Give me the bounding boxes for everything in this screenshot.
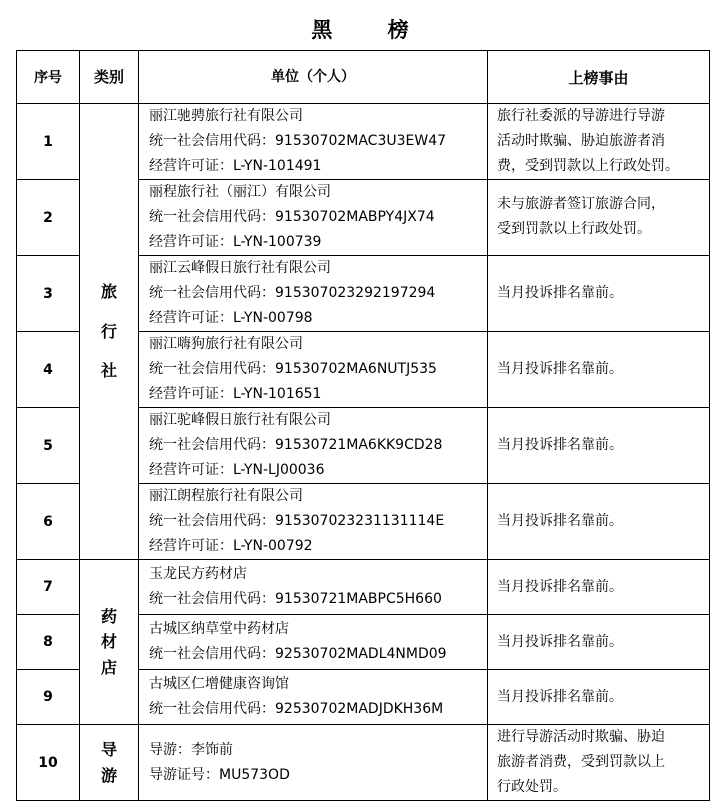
unit-license: 经营许可证：L-YN-101651 [149,386,322,402]
reason-line: 当月投诉排名靠前。 [497,688,623,705]
unit-cell [139,332,488,408]
guide-name: 导游：李饰前 [149,741,233,758]
reason-line: 当月投诉排名靠前。 [497,513,623,529]
reason-line: 当月投诉排名靠前。 [497,578,623,595]
unit-credit-code: 统一社会信用代码：91530702MABPY4JX74 [149,209,435,225]
category-char: 店 [100,657,117,677]
unit-credit-code: 统一社会信用代码：91530702MA6NUTJ535 [149,361,437,377]
unit-name: 古城区纳草堂中药材店 [149,621,289,637]
reason-cell [488,408,710,484]
reason-line: 当月投诉排名靠前。 [497,633,623,650]
table-row [17,104,710,180]
reason-line: 活动时欺骗、胁迫旅游者消 [497,133,665,149]
category-cell-travel [80,104,139,560]
unit-cell [139,180,488,256]
category-char: 游 [100,765,117,785]
reason-line: 行政处罚。 [497,779,567,795]
category-char: 导 [100,739,117,759]
reason-line: 当月投诉排名靠前。 [497,437,623,453]
unit-name: 丽江驼峰假日旅行社有限公司 [149,412,331,428]
reason-line: 受到罚款以上行政处罚。 [497,221,651,237]
reason-line: 旅游者消费，受到罚款以上 [497,754,665,770]
row-num: 5 [17,408,80,484]
unit-license: 经营许可证：L-YN-00792 [149,538,313,554]
category-char: 旅 [100,282,117,302]
unit-name: 丽江嗨狗旅行社有限公司 [149,336,303,352]
unit-cell [139,104,488,180]
row-num: 1 [17,104,80,180]
row-num: 2 [17,180,80,256]
reason-cell [488,484,710,560]
unit-cell [139,615,488,670]
row-num: 6 [17,484,80,560]
row-num: 4 [17,332,80,408]
reason-line: 费，受到罚款以上行政处罚。 [497,158,679,174]
category-char: 药 [100,606,117,626]
row-num: 9 [17,670,80,725]
unit-credit-code: 统一社会信用代码：92530702MADL4NMD09 [149,646,447,662]
header-category: 类别 [80,51,139,104]
unit-name: 丽江云峰假日旅行社有限公司 [149,260,331,276]
unit-license: 经营许可证：L-YN-100739 [149,234,322,250]
unit-license: 经营许可证：L-YN-00798 [149,310,313,326]
reason-line: 旅行社委派的导游进行导游 [497,108,665,124]
reason-cell [488,332,710,408]
unit-name: 丽江朗程旅行社有限公司 [149,488,303,504]
header-num: 序号 [17,51,80,104]
table-row [17,560,710,615]
unit-license: 经营许可证：L-YN-LJ00036 [149,462,325,478]
row-num: 7 [17,560,80,615]
unit-credit-code: 统一社会信用代码：91530721MABPC5H660 [149,591,442,607]
unit-name: 丽程旅行社（丽江）有限公司 [149,184,331,200]
unit-credit-code: 统一社会信用代码：915307023292197294 [149,285,436,301]
unit-cell [139,670,488,725]
unit-credit-code: 统一社会信用代码：91530702MAC3U3EW47 [149,133,447,149]
reason-line: 未与旅游者签订旅游合同， [497,196,665,212]
unit-cell [139,408,488,484]
header-reason: 上榜事由 [488,51,710,104]
unit-name: 玉龙民方药材店 [149,566,247,582]
category-char: 社 [100,361,117,381]
reason-line: 进行导游活动时欺骗、胁迫 [497,729,665,745]
row-num: 8 [17,615,80,670]
reason-cell [488,256,710,332]
row-num: 3 [17,256,80,332]
header-unit: 单位（个人） [139,51,488,104]
unit-name: 丽江驰骋旅行社有限公司 [149,108,303,124]
unit-cell [139,256,488,332]
category-cell-guide [80,725,139,801]
unit-credit-code: 统一社会信用代码：915307023231131114E [149,513,445,529]
reason-cell [488,560,710,615]
unit-credit-code: 统一社会信用代码：91530721MA6KK9CD28 [149,437,443,453]
blacklist-table [16,50,710,801]
table-row [17,725,710,801]
unit-cell [139,484,488,560]
category-char: 行 [100,321,117,341]
unit-cell [139,725,488,801]
reason-cell [488,104,710,180]
guide-license: 导游证号：MU573OD [149,766,290,783]
reason-line: 当月投诉排名靠前。 [497,285,623,301]
reason-cell [488,670,710,725]
reason-cell [488,725,710,801]
category-cell-medicine [80,560,139,725]
header-row [17,51,710,104]
row-num: 10 [17,725,80,801]
page-title: 黑 榜 [311,18,433,42]
category-char: 材 [100,632,117,652]
unit-name: 古城区仁增健康咨询馆 [149,676,289,692]
reason-cell [488,180,710,256]
unit-cell [139,560,488,615]
reason-line: 当月投诉排名靠前。 [497,361,623,377]
unit-license: 经营许可证：L-YN-101491 [149,158,322,174]
unit-credit-code: 统一社会信用代码：92530702MADJDKH36M [149,701,444,717]
reason-cell [488,615,710,670]
